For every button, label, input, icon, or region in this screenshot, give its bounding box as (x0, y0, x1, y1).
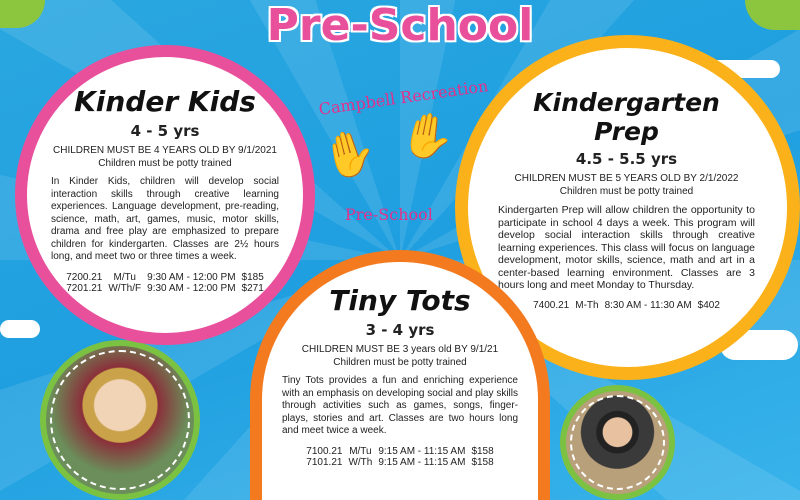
class-days: W/Th/F (108, 282, 142, 294)
class-days: W/Th (348, 456, 373, 468)
photo-child-left (40, 340, 200, 500)
class-price: $271 (241, 282, 264, 294)
class-row (303, 446, 496, 457)
program-age: 4 - 5 yrs (130, 122, 200, 140)
class-code: 7201.21 (66, 282, 103, 294)
page-title: Pre-School (266, 0, 534, 51)
class-days: M-Th (575, 299, 599, 311)
class-schedule (303, 446, 496, 468)
class-time: 9:30 AM - 12:00 PM (147, 271, 236, 283)
class-time: 9:15 AM - 11:15 AM (378, 445, 466, 457)
corner-decoration (0, 0, 45, 28)
class-code: 7200.21 (66, 271, 103, 283)
class-row (63, 272, 267, 283)
brand-bottom: Pre-School (345, 205, 433, 224)
age-requirement: CHILDREN MUST BE 4 YEARS OLD BY 9/1/2021 (53, 145, 277, 156)
class-price: $402 (697, 299, 720, 311)
class-price: $158 (471, 445, 494, 457)
handprint-icon: ✋ (316, 123, 383, 186)
program-tiny-tots (250, 250, 550, 500)
potty-requirement: Children must be potty trained (333, 357, 467, 368)
class-schedule (530, 300, 723, 311)
class-code: 7101.21 (306, 456, 343, 468)
photo-child-right (560, 385, 675, 500)
program-age: 4.5 - 5.5 yrs (575, 150, 678, 168)
class-row (303, 457, 496, 468)
age-requirement: CHILDREN MUST BE 5 YEARS OLD BY 2/1/2022 (514, 173, 739, 184)
potty-requirement: Children must be potty trained (559, 186, 694, 197)
class-row (63, 283, 267, 294)
program-kinder-kids (15, 45, 315, 345)
program-description: In Kinder Kids, children will develop social interaction skills through creative learning experiences. Language development, pre-reading, science, math, art, games, music, motor skills, drama and free play are emphasized to prepare children for kindergarten. Classes are 2½ hours long, and meet two or three times a week. (51, 176, 279, 262)
handprint-icon: ✋ (396, 107, 459, 166)
program-description: Tiny Tots provides a fun and enriching experience with an emphasis on developing social and play skills through activities such as games, songs, finger-plays, stories and art. Classes are two hours long and meet twice a week. (282, 375, 518, 436)
age-requirement: CHILDREN MUST BE 3 years old BY 9/1/21 (301, 344, 499, 355)
class-code: 7400.21 (533, 299, 570, 311)
class-row (530, 300, 723, 311)
program-description: Kindergarten Prep will allow children the opportunity to participate in school 4 days a week. This program will develop social interaction skills through creative learning experiences. This class will focus on language development, motor skills, science, math and art in a center-based learning environment. Classes are 3 hours long and meet Monday to Thursday. (498, 204, 755, 291)
potty-requirement: Children must be potty trained (98, 158, 232, 169)
class-code: 7100.21 (306, 445, 343, 457)
class-time: 8:30 AM - 11:30 AM (604, 299, 692, 311)
class-schedule (63, 272, 267, 294)
class-time: 9:15 AM - 11:15 AM (378, 456, 466, 468)
class-price: $158 (471, 456, 494, 468)
class-time: 9:30 AM - 12:00 PM (147, 282, 236, 294)
program-title: Kinder Kids (74, 85, 256, 118)
program-title: Kindergarten Prep (533, 88, 720, 146)
corner-decoration (745, 0, 800, 30)
program-title: Tiny Tots (329, 284, 471, 317)
class-days: M/Tu (113, 271, 136, 283)
program-age: 3 - 4 yrs (365, 321, 435, 339)
brand-top: Campbell Recreation (317, 76, 490, 119)
class-days: M/Tu (349, 445, 372, 457)
class-price: $185 (241, 271, 264, 283)
cloud (0, 320, 40, 338)
